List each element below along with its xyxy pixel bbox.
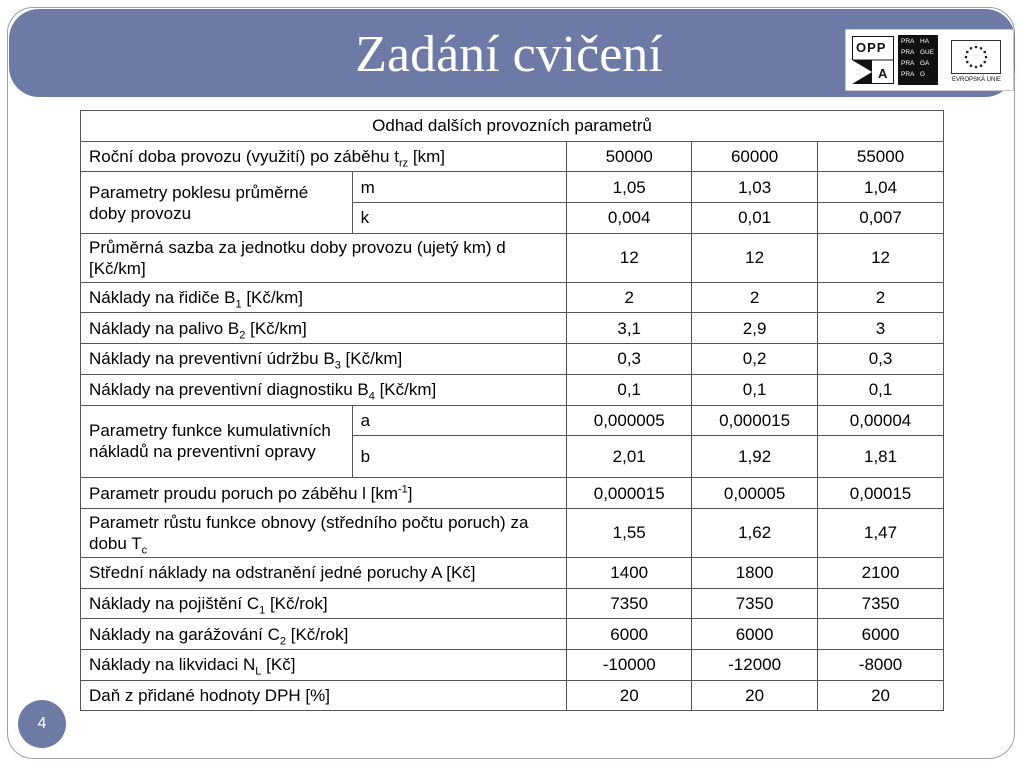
table-cell: 2,9 — [692, 313, 818, 344]
row-label — [81, 141, 567, 172]
praha-logo-text: GUE — [920, 49, 935, 56]
table-header-row — [81, 111, 944, 142]
table-cell: 1,47 — [818, 508, 944, 557]
table-row — [81, 557, 944, 588]
row-label-unit: [km] — [408, 147, 445, 167]
table-cell: 20 — [818, 680, 944, 711]
param-name: m — [352, 172, 567, 203]
eu-stars-icon — [952, 41, 1000, 73]
praha-logo-text: PRA — [901, 71, 915, 78]
table-cell: -8000 — [818, 649, 944, 680]
table-cell: 0,00004 — [818, 405, 944, 436]
row-label-text: Náklady na pojištění C — [89, 593, 260, 613]
row-label — [81, 478, 567, 509]
row-label-unit: [Kč/rok] — [286, 624, 349, 644]
table-cell: 2 — [567, 282, 692, 313]
row-label-unit: [Kč/km] — [374, 380, 437, 400]
eu-logo — [945, 36, 1008, 86]
slide-title: Zadání cvičení — [355, 26, 663, 83]
praha-logo — [898, 35, 938, 85]
table-row — [81, 508, 944, 557]
table-cell: 2,01 — [567, 436, 692, 478]
row-label-text: Náklady na řidiče B — [89, 288, 236, 308]
table-cell: 0,1 — [567, 374, 692, 405]
row-label-text: Parametr proudu poruch po záběhu l [km — [89, 483, 399, 503]
row-label-subscript: rz — [398, 157, 409, 170]
row-label-subscript: 2 — [279, 634, 287, 647]
row-label-text: Parametr růstu funkce obnovy (středního počtu poruch) za dobu T — [89, 512, 529, 553]
row-label — [81, 374, 567, 405]
praha-logo-text: PRA — [901, 49, 915, 56]
table-row — [81, 680, 944, 711]
praha-logo-text: GA — [920, 60, 930, 67]
row-label: Střední náklady na odstranění jedné poruchy A [Kč] — [81, 557, 567, 588]
table-cell: 0,00005 — [692, 478, 818, 509]
table-cell: 12 — [567, 233, 692, 282]
row-label-superscript: -1 — [398, 482, 408, 495]
row-label — [81, 313, 567, 344]
opp-logo — [852, 36, 894, 84]
table-cell: 1,04 — [818, 172, 944, 203]
table-row — [81, 344, 944, 375]
opp-logo-text: OPP — [856, 40, 887, 55]
table-row — [81, 172, 944, 203]
parameters-table — [80, 110, 944, 711]
praha-logo-text: PRA — [901, 38, 915, 45]
row-label-subscript: 1 — [259, 604, 266, 617]
table-cell: 1,92 — [692, 436, 818, 478]
row-label — [81, 588, 567, 619]
page-number-badge: 4 — [18, 700, 66, 748]
row-label-text: Náklady na palivo B — [89, 318, 240, 338]
table-cell: 0,004 — [567, 203, 692, 234]
param-name: a — [352, 405, 567, 436]
table-cell: 1800 — [692, 557, 818, 588]
row-label — [81, 282, 567, 313]
praha-logo-text: PRA — [901, 60, 915, 67]
row-label-text: Roční doba provozu (využití) po záběhu t — [89, 147, 399, 167]
table-cell: 1,03 — [692, 172, 818, 203]
row-label-unit: [Kč/km] — [245, 318, 307, 338]
row-label-subscript: 2 — [239, 329, 246, 342]
table-cell: 0,00015 — [818, 478, 944, 509]
table-cell: 0,007 — [818, 203, 944, 234]
eu-caption: EVROPSKÁ UNIE — [951, 77, 1001, 83]
row-label-text: Náklady na garážování C — [89, 624, 280, 644]
table-cell: 0,2 — [692, 344, 818, 375]
row-label-subscript: c — [141, 544, 148, 557]
table-row — [81, 313, 944, 344]
row-label — [81, 619, 567, 650]
table-row — [81, 649, 944, 680]
row-label-subscript: 4 — [368, 390, 375, 403]
table-cell: 0,1 — [692, 374, 818, 405]
row-label-subscript: 1 — [235, 298, 242, 311]
row-label-text: Náklady na likvidaci N — [89, 655, 256, 675]
row-label-text: Náklady na preventivní údržbu B — [89, 349, 335, 369]
table-row — [81, 141, 944, 172]
table-row — [81, 282, 944, 313]
table-cell: 7350 — [692, 588, 818, 619]
table-cell: 2 — [818, 282, 944, 313]
table-cell: 0,000015 — [567, 478, 692, 509]
table-row — [81, 374, 944, 405]
group-label: Parametry poklesu průměrné doby provozu — [81, 172, 353, 233]
praha-logo-text: G — [920, 71, 926, 78]
param-name: b — [352, 436, 567, 478]
table-cell: 2 — [692, 282, 818, 313]
row-label-unit: ] — [407, 483, 413, 503]
row-label-text: Náklady na preventivní diagnostiku B — [89, 380, 369, 400]
row-label — [81, 344, 567, 375]
table-cell: 0,000015 — [692, 405, 818, 436]
group-label: Parametry funkce kumulativních nákladů na preventivní opravy — [81, 405, 353, 478]
logo-strip — [845, 29, 1014, 91]
table-cell: -10000 — [567, 649, 692, 680]
table-cell: -12000 — [692, 649, 818, 680]
table-row — [81, 405, 944, 436]
slide-header — [9, 9, 1015, 97]
table-cell: 0,01 — [692, 203, 818, 234]
row-label: Daň z přidané hodnoty DPH [%] — [81, 680, 567, 711]
table-cell: 1400 — [567, 557, 692, 588]
row-label-unit: [Kč/rok] — [265, 593, 328, 613]
row-label-subscript: L — [255, 665, 262, 678]
table-cell: 0,1 — [818, 374, 944, 405]
table-cell: 7350 — [567, 588, 692, 619]
table-cell: 6000 — [818, 619, 944, 650]
table-cell: 3 — [818, 313, 944, 344]
table-title: Odhad dalších provozních parametrů — [81, 111, 944, 142]
table-cell: 2100 — [818, 557, 944, 588]
row-label-unit: [Kč] — [261, 655, 296, 675]
table-cell: 50000 — [567, 141, 692, 172]
table-cell: 1,55 — [567, 508, 692, 557]
praha-logo-text: HA — [920, 38, 930, 45]
row-label: Průměrná sazba za jednotku doby provozu (ujetý km) d [Kč/km] — [81, 233, 567, 282]
param-name: k — [352, 203, 567, 234]
table-cell: 20 — [567, 680, 692, 711]
table-cell: 1,62 — [692, 508, 818, 557]
row-label — [81, 508, 567, 557]
table-cell: 3,1 — [567, 313, 692, 344]
row-label-unit: [Kč/km] — [241, 288, 303, 308]
table-cell: 7350 — [818, 588, 944, 619]
table-cell: 12 — [818, 233, 944, 282]
table-cell: 55000 — [818, 141, 944, 172]
table-row — [81, 233, 944, 282]
row-label-subscript: 3 — [334, 359, 341, 372]
table-row — [81, 478, 944, 509]
table-cell: 1,05 — [567, 172, 692, 203]
row-label — [81, 649, 567, 680]
table-cell: 60000 — [692, 141, 818, 172]
table-cell: 6000 — [692, 619, 818, 650]
table-row — [81, 619, 944, 650]
table-cell: 12 — [692, 233, 818, 282]
table-cell: 1,81 — [818, 436, 944, 478]
table-cell: 20 — [692, 680, 818, 711]
table-cell: 0,3 — [818, 344, 944, 375]
table-cell: 6000 — [567, 619, 692, 650]
table-cell: 0,3 — [567, 344, 692, 375]
row-label-unit: [Kč/km] — [340, 349, 403, 369]
table-cell: 0,000005 — [567, 405, 692, 436]
opp-logo-letter: A — [878, 66, 889, 81]
eu-flag-icon — [951, 40, 1001, 74]
table-row — [81, 588, 944, 619]
